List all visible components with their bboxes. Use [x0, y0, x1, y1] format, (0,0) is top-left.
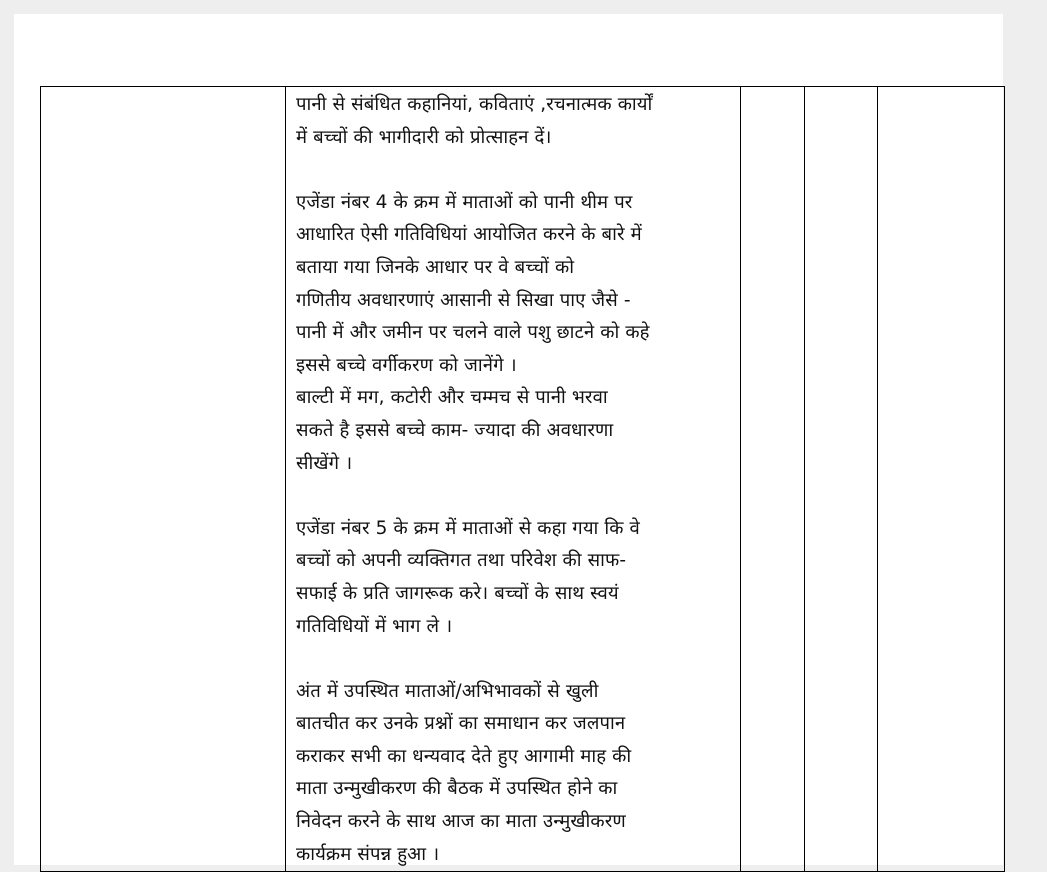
paragraph-gap	[296, 480, 732, 513]
text-line: आधारित ऐसी गतिविधियां आयोजित करने के बारे में	[296, 224, 642, 246]
text-line: सकते है इससे बच्चे काम- ज्यादा की अवधारणा	[296, 419, 614, 441]
text-line: कराकर सभी का धन्यवाद देते हुए आगामी माह की	[296, 745, 632, 767]
table-cell-empty-1	[41, 87, 286, 872]
text-line: गतिविधियों में भाग ले ।	[296, 615, 453, 637]
text-line: इससे बच्चे वर्गीकरण को जानेंगे ।	[296, 354, 517, 376]
text-line: पानी में और जमीन पर चलने वाले पशु छाटने को कहे	[296, 322, 650, 344]
text-line: बाल्टी में मग, कटोरी और चम्मच से पानी भरवा	[296, 387, 608, 409]
text-line: सफाई के प्रति जागरूक करे। बच्चों के साथ स्वयं	[296, 582, 619, 604]
text-line: एजेंडा नंबर 5 के क्रम में माताओं से कहा गया कि वे	[296, 517, 640, 539]
document-page	[14, 14, 1003, 865]
text-line: कार्यक्रम संपन्न हुआ ।	[296, 843, 440, 865]
table-cell-empty-3	[741, 87, 805, 872]
text-line: निवेदन करने के साथ आज का माता उन्मुखीकरण	[296, 811, 626, 833]
table-row	[41, 87, 1005, 872]
paragraph-gap	[296, 643, 732, 676]
text-line: बातचीत कर उनके प्रश्नों का समाधान कर जलपान	[296, 713, 626, 735]
table-cell-description	[286, 87, 741, 872]
text-line: में बच्चों की भागीदारी को प्रोत्साहन दें।	[296, 126, 552, 148]
text-line: बताया गया जिनके आधार पर वे बच्चों को	[296, 256, 575, 278]
text-line: अंत में उपस्थित माताओं/अभिभावकों से खुली	[296, 680, 599, 702]
activity-table	[40, 86, 1005, 872]
text-line: सीखेंगे ।	[296, 452, 353, 474]
text-line: एजेंडा नंबर 4 के क्रम में माताओं को पानी थीम पर	[296, 191, 633, 213]
description-text	[286, 87, 740, 871]
table-cell-empty-5	[878, 87, 1005, 872]
text-line: माता उन्मुखीकरण की बैठक में उपस्थित होने का	[296, 778, 618, 800]
table-cell-empty-4	[805, 87, 878, 872]
paragraph-gap	[296, 154, 732, 187]
text-line: गणितीय अवधारणाएं आसानी से सिखा पाए जैसे -	[296, 289, 631, 311]
text-line: बच्चों को अपनी व्यक्तिगत तथा परिवेश की साफ-	[296, 550, 627, 572]
text-line: पानी से संबंधित कहानियां, कविताएं ,रचनात्मक कार्यों	[296, 94, 653, 115]
